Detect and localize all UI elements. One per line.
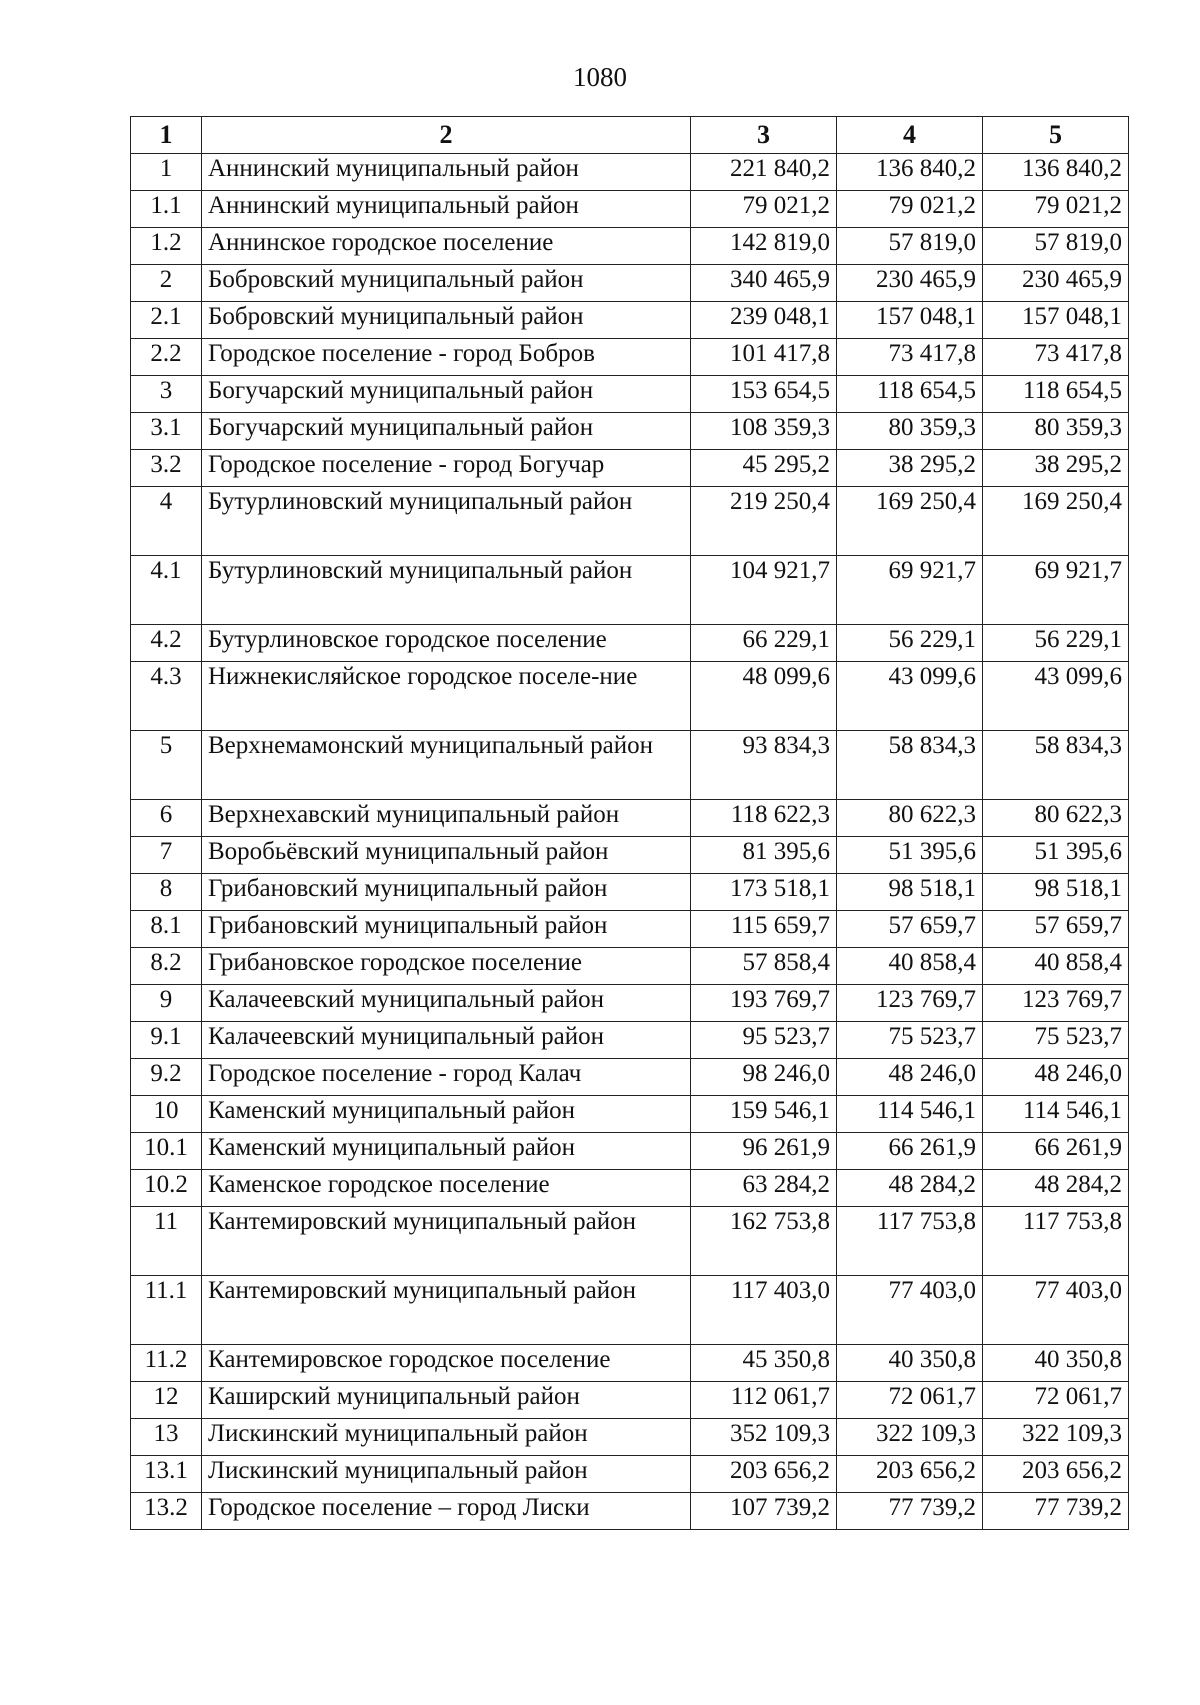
table-row (131, 1493, 1129, 1530)
value-col-5: 57 659,7 (983, 911, 1129, 948)
table-row (131, 1170, 1129, 1207)
table-row (131, 1382, 1129, 1419)
value-col-3: 203 656,2 (691, 1456, 837, 1493)
value-col-4: 98 518,1 (837, 874, 983, 911)
value-col-3: 352 109,3 (691, 1419, 837, 1456)
value-col-5: 230 465,9 (983, 265, 1129, 302)
table-row (131, 1059, 1129, 1096)
row-name: Каширский муниципальный район (202, 1382, 691, 1419)
row-number: 13.1 (131, 1456, 202, 1493)
value-col-4: 79 021,2 (837, 191, 983, 228)
value-col-4: 43 099,6 (837, 662, 983, 731)
table-row (131, 800, 1129, 837)
table-row (131, 1096, 1129, 1133)
value-col-3: 117 403,0 (691, 1276, 837, 1345)
row-name: Городское поселение - город Калач (202, 1059, 691, 1096)
value-col-5: 77 403,0 (983, 1276, 1129, 1345)
value-col-3: 159 546,1 (691, 1096, 837, 1133)
value-col-4: 230 465,9 (837, 265, 983, 302)
row-number: 1.1 (131, 191, 202, 228)
value-col-4: 157 048,1 (837, 302, 983, 339)
row-name: Городское поселение – город Лиски (202, 1493, 691, 1530)
value-col-4: 58 834,3 (837, 731, 983, 800)
value-col-4: 57 659,7 (837, 911, 983, 948)
row-name: Аннинский муниципальный район (202, 154, 691, 191)
table-row (131, 191, 1129, 228)
value-col-3: 66 229,1 (691, 625, 837, 662)
row-number: 8 (131, 874, 202, 911)
value-col-3: 45 295,2 (691, 450, 837, 487)
value-col-4: 80 622,3 (837, 800, 983, 837)
value-col-3: 221 840,2 (691, 154, 837, 191)
value-col-5: 117 753,8 (983, 1207, 1129, 1276)
value-col-5: 114 546,1 (983, 1096, 1129, 1133)
column-header: 4 (837, 117, 983, 154)
value-col-3: 239 048,1 (691, 302, 837, 339)
value-col-5: 80 359,3 (983, 413, 1129, 450)
value-col-4: 117 753,8 (837, 1207, 983, 1276)
value-col-4: 72 061,7 (837, 1382, 983, 1419)
value-col-4: 69 921,7 (837, 556, 983, 625)
value-col-4: 56 229,1 (837, 625, 983, 662)
value-col-4: 40 350,8 (837, 1345, 983, 1382)
value-col-5: 79 021,2 (983, 191, 1129, 228)
value-col-5: 136 840,2 (983, 154, 1129, 191)
row-number: 12 (131, 1382, 202, 1419)
row-number: 4.1 (131, 556, 202, 625)
table-row (131, 625, 1129, 662)
value-col-3: 340 465,9 (691, 265, 837, 302)
row-number: 13.2 (131, 1493, 202, 1530)
table-row (131, 948, 1129, 985)
value-col-4: 73 417,8 (837, 339, 983, 376)
table-row (131, 1022, 1129, 1059)
table-row (131, 339, 1129, 376)
header-row (131, 117, 1129, 154)
value-col-4: 66 261,9 (837, 1133, 983, 1170)
table-row (131, 731, 1129, 800)
value-col-3: 101 417,8 (691, 339, 837, 376)
row-name: Городское поселение - город Богучар (202, 450, 691, 487)
value-col-5: 58 834,3 (983, 731, 1129, 800)
budget-table (130, 116, 1129, 1530)
value-col-5: 73 417,8 (983, 339, 1129, 376)
table-row (131, 1133, 1129, 1170)
table-row (131, 985, 1129, 1022)
value-col-3: 95 523,7 (691, 1022, 837, 1059)
row-name: Лискинский муниципальный район (202, 1419, 691, 1456)
row-number: 10.2 (131, 1170, 202, 1207)
value-col-5: 57 819,0 (983, 228, 1129, 265)
value-col-5: 48 284,2 (983, 1170, 1129, 1207)
row-name: Калачеевский муниципальный район (202, 1022, 691, 1059)
table-row (131, 556, 1129, 625)
table-row (131, 1207, 1129, 1276)
row-name: Грибановский муниципальный район (202, 911, 691, 948)
row-name: Кантемировское городское поселение (202, 1345, 691, 1382)
value-col-4: 136 840,2 (837, 154, 983, 191)
row-name: Каменский муниципальный район (202, 1133, 691, 1170)
row-name: Нижнекисляйское городское поселе-ние (202, 662, 691, 731)
value-col-4: 169 250,4 (837, 487, 983, 556)
table-row (131, 911, 1129, 948)
value-col-4: 114 546,1 (837, 1096, 983, 1133)
column-header: 2 (202, 117, 691, 154)
table-row (131, 265, 1129, 302)
row-number: 3.2 (131, 450, 202, 487)
value-col-3: 118 622,3 (691, 800, 837, 837)
row-number: 11.2 (131, 1345, 202, 1382)
table-row (131, 450, 1129, 487)
value-col-3: 219 250,4 (691, 487, 837, 556)
row-name: Кантемировский муниципальный район (202, 1207, 691, 1276)
table-row (131, 837, 1129, 874)
value-col-5: 157 048,1 (983, 302, 1129, 339)
value-col-4: 123 769,7 (837, 985, 983, 1022)
row-number: 4 (131, 487, 202, 556)
column-header: 3 (691, 117, 837, 154)
value-col-5: 56 229,1 (983, 625, 1129, 662)
row-number: 2.2 (131, 339, 202, 376)
value-col-4: 48 284,2 (837, 1170, 983, 1207)
table-row (131, 1456, 1129, 1493)
value-col-4: 57 819,0 (837, 228, 983, 265)
value-col-3: 104 921,7 (691, 556, 837, 625)
row-number: 1.2 (131, 228, 202, 265)
table-row (131, 1345, 1129, 1382)
row-name: Калачеевский муниципальный район (202, 985, 691, 1022)
row-number: 4.3 (131, 662, 202, 731)
row-number: 8.1 (131, 911, 202, 948)
table-row (131, 302, 1129, 339)
value-col-5: 40 350,8 (983, 1345, 1129, 1382)
row-number: 7 (131, 837, 202, 874)
table-row (131, 228, 1129, 265)
row-name: Грибановское городское поселение (202, 948, 691, 985)
column-header: 5 (983, 117, 1129, 154)
row-number: 5 (131, 731, 202, 800)
value-col-3: 108 359,3 (691, 413, 837, 450)
value-col-4: 322 109,3 (837, 1419, 983, 1456)
value-col-5: 75 523,7 (983, 1022, 1129, 1059)
row-number: 2 (131, 265, 202, 302)
row-name: Бутурлиновский муниципальный район (202, 487, 691, 556)
value-col-4: 77 739,2 (837, 1493, 983, 1530)
value-col-5: 48 246,0 (983, 1059, 1129, 1096)
row-number: 9.1 (131, 1022, 202, 1059)
table-row (131, 376, 1129, 413)
value-col-5: 98 518,1 (983, 874, 1129, 911)
value-col-4: 77 403,0 (837, 1276, 983, 1345)
row-number: 8.2 (131, 948, 202, 985)
value-col-5: 169 250,4 (983, 487, 1129, 556)
value-col-4: 38 295,2 (837, 450, 983, 487)
value-col-3: 112 061,7 (691, 1382, 837, 1419)
value-col-3: 81 395,6 (691, 837, 837, 874)
table-row (131, 662, 1129, 731)
value-col-5: 322 109,3 (983, 1419, 1129, 1456)
value-col-5: 77 739,2 (983, 1493, 1129, 1530)
value-col-3: 63 284,2 (691, 1170, 837, 1207)
row-name: Аннинский муниципальный район (202, 191, 691, 228)
value-col-3: 107 739,2 (691, 1493, 837, 1530)
row-name: Городское поселение - город Бобров (202, 339, 691, 376)
value-col-4: 40 858,4 (837, 948, 983, 985)
value-col-5: 38 295,2 (983, 450, 1129, 487)
value-col-3: 193 769,7 (691, 985, 837, 1022)
value-col-3: 45 350,8 (691, 1345, 837, 1382)
row-number: 6 (131, 800, 202, 837)
value-col-5: 80 622,3 (983, 800, 1129, 837)
row-number: 10 (131, 1096, 202, 1133)
row-number: 10.1 (131, 1133, 202, 1170)
table-row (131, 413, 1129, 450)
row-name: Бутурлиновский муниципальный район (202, 556, 691, 625)
value-col-5: 66 261,9 (983, 1133, 1129, 1170)
row-name: Аннинское городское поселение (202, 228, 691, 265)
row-name: Верхнемамонский муниципальный район (202, 731, 691, 800)
row-number: 3 (131, 376, 202, 413)
value-col-5: 43 099,6 (983, 662, 1129, 731)
row-number: 9.2 (131, 1059, 202, 1096)
value-col-5: 51 395,6 (983, 837, 1129, 874)
row-number: 9 (131, 985, 202, 1022)
value-col-3: 142 819,0 (691, 228, 837, 265)
value-col-4: 75 523,7 (837, 1022, 983, 1059)
row-name: Богучарский муниципальный район (202, 413, 691, 450)
value-col-4: 51 395,6 (837, 837, 983, 874)
table-row (131, 1276, 1129, 1345)
value-col-3: 115 659,7 (691, 911, 837, 948)
row-number: 11 (131, 1207, 202, 1276)
row-name: Грибановский муниципальный район (202, 874, 691, 911)
row-name: Воробьёвский муниципальный район (202, 837, 691, 874)
row-name: Лискинский муниципальный район (202, 1456, 691, 1493)
value-col-3: 96 261,9 (691, 1133, 837, 1170)
value-col-4: 48 246,0 (837, 1059, 983, 1096)
value-col-3: 57 858,4 (691, 948, 837, 985)
row-number: 4.2 (131, 625, 202, 662)
row-name: Бобровский муниципальный район (202, 302, 691, 339)
value-col-3: 153 654,5 (691, 376, 837, 413)
value-col-3: 162 753,8 (691, 1207, 837, 1276)
row-number: 11.1 (131, 1276, 202, 1345)
value-col-3: 79 021,2 (691, 191, 837, 228)
row-name: Кантемировский муниципальный район (202, 1276, 691, 1345)
row-number: 2.1 (131, 302, 202, 339)
row-name: Каменский муниципальный район (202, 1096, 691, 1133)
value-col-4: 203 656,2 (837, 1456, 983, 1493)
table-row (131, 1419, 1129, 1456)
table-row (131, 154, 1129, 191)
value-col-4: 118 654,5 (837, 376, 983, 413)
value-col-3: 93 834,3 (691, 731, 837, 800)
value-col-3: 98 246,0 (691, 1059, 837, 1096)
table-row (131, 487, 1129, 556)
value-col-3: 173 518,1 (691, 874, 837, 911)
value-col-5: 40 858,4 (983, 948, 1129, 985)
value-col-5: 203 656,2 (983, 1456, 1129, 1493)
value-col-5: 123 769,7 (983, 985, 1129, 1022)
row-number: 1 (131, 154, 202, 191)
page-number: 1080 (573, 62, 627, 92)
column-header: 1 (131, 117, 202, 154)
value-col-5: 72 061,7 (983, 1382, 1129, 1419)
row-name: Богучарский муниципальный район (202, 376, 691, 413)
value-col-5: 69 921,7 (983, 556, 1129, 625)
value-col-3: 48 099,6 (691, 662, 837, 731)
row-name: Каменское городское поселение (202, 1170, 691, 1207)
row-name: Верхнехавский муниципальный район (202, 800, 691, 837)
value-col-4: 80 359,3 (837, 413, 983, 450)
row-number: 13 (131, 1419, 202, 1456)
table-row (131, 874, 1129, 911)
value-col-5: 118 654,5 (983, 376, 1129, 413)
row-number: 3.1 (131, 413, 202, 450)
row-name: Бобровский муниципальный район (202, 265, 691, 302)
row-name: Бутурлиновское городское поселение (202, 625, 691, 662)
